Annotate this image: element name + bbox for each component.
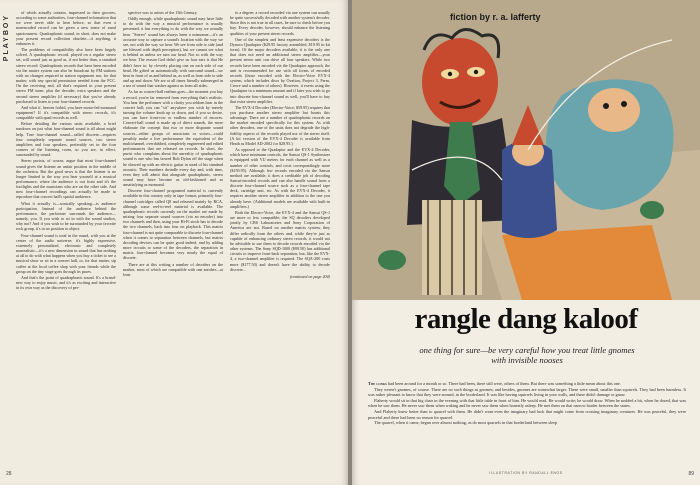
paragraph-text: had been around for a month or so. There had been, there still were, others of them. But there was something a little mean about this one.: [387, 381, 621, 386]
paragraph: spective was to artists of the 15th Century.: [128, 10, 198, 15]
paragraph: Before detailing the various units available, a brief rundown on just what four-channel sound is all about might help. True four-channel sound—called discrete—requires four completely separate sound sources, two stereo amplifiers and four speakers, preferably set in the four corners of the listening room, so you are, in effect, surrounded by sound.: [16, 121, 116, 158]
paragraph: Stereo purists, of course, argue that most four-channel sound gives the listener an unfair position in the middle of the orchestra. But the good news is that the listener is no longer limited to the way you hear yourself at a musical performance, where the audience is out front and it's the footlights and the musicians who are on the other side. And now four-channel recordings can actually be made to reproduce that concert hall's spatial ambience.: [16, 158, 116, 200]
paragraph: The problems of compatibility also have been largely solved. A quadraphonic record, played on a regular stereo set, will sound just as good as, if not better than, a standard stereo record. Quadraphonic records that have been encoded via the matrix system can also be broadcast by FM stations with no changes required in station equipment nor, for that matter, with any special permission needed from the FCC. On the receiving end, all that's required in your present stereo FM tuner, plus the decoder, extra speakers and the second stereo amplifier (if necessary) that you've already purchased to listen to your four-channel records.: [16, 47, 116, 104]
paragraph: As far as concert-hall realism goes—the moment you buy a record, you're far removed from everything that's realistic. You hear the performer with a clarity you seldom hear in the concert hall; you can "sit" anywhere you wish by merely turning the volume knob up or down, and if you so desire, you can have front-row or endless number of encores. Concert-hall sound is made up of direct sounds, the more elaborate the concept that two or more disparate sound sources—either groups of musicians or voices—could possibly make a live performance the equivalent of the multichannel, overdubbed, completely engineered and edited performances that are released on records. In short, the purist who complains about the unreality of quadraphonic sound is one who has bowed Bob Dylan off the stage when he showed up with an electric guitar in stead of his standard acoustic. Their numbers dwindle every day and, with time, even they will admit that alongside quadraphonic, stereo sound may have become as old-fashioned and as unsatisfying as monaural.: [123, 89, 223, 188]
paragraph: And that's the point of quadraphonic sound. It's a brand-new way to enjoy music, and it's as exciting and interactive in its own way as the discovery of per-: [16, 274, 116, 291]
text-column-3: [230, 10, 330, 450]
paragraph: And Flaherty knew better than to quarrel with them. He didn't want even the imaginary bad luck that might come from crossing imaginary creatures. He was peaceful, they were peaceful and there had been no reason for quarrel.: [368, 408, 686, 420]
illustration-credit: ILLUSTRATION BY RANDALL ENOS: [489, 471, 563, 475]
running-head: PLAYBOY: [3, 14, 10, 62]
paragraph: Both the Electro-Voice, the EVX-4 and the Sansui QS-1 are more or less compatible; the SQ decoders developed jointly by CBS Laboratories and Sony Corporation of America are not. Based on another matrix system, they differ radically from the others and, while they're just as capable of enhancing ordinary stereo records, it would not be advisable to use them to decode records encoded via the other systems. The Sony SQD-1000 ($99.50) has additional circuits to improve front-back separation, but, like the EVX-4, a two-channel amplifier is required. The SQA-200 costs more ($177.50) and doesn't have the ability to decode discrete...: [230, 209, 330, 272]
continued-note: (continued on page 204): [289, 273, 330, 279]
text-column-2: [123, 10, 223, 450]
text-column-1: [16, 10, 116, 450]
byline: fiction by r. a. lafferty: [450, 12, 541, 22]
paragraph: Four-channel sound is total in the round, with you at the center of the audio universe; it's highly expressive, extremely personalized, electronic and completely nonrealistic—it's a new dimension in sound that has nothing at all to do with what happens when you buy a ticket to see a musical show or sit in a concert hall, or, for that matter, sip coffee at the local coffee shop with your friends while the group on the tiny stage goes through its paces.: [16, 232, 116, 274]
story-body: [368, 381, 686, 426]
paragraph: to a degree; a record recorded via one system can usually be quite successfully decoded with another system's decoder. Since this is not true in all cases, be sure to check before you buy. Every decoder, however, should enhance the listening qualities of your present stereo records.: [230, 10, 330, 36]
paragraph: There are at this writing a number of decoders on the market, most of which are compatible with one another—at least: [123, 261, 223, 277]
paragraph: They weren't gnomes, of course. There are no such things as gnomes; and besides, gnomes are somewhat larger. These were small, smaller than squirrels. They had been harmless. It was rather pleasant to know that they were around, in the borderland. It was like having squirrels living in your walls, and these didn't damage or gnaw.: [368, 386, 686, 398]
pupil-right: [474, 70, 478, 74]
paragraph: Discrete four-channel programed material is currently available in this country only in tape format, primarily four-channel cartridges called Q8 and released mainly by RCA, although some reel-to-reel material is available. The quadraphonic records currently on the market are made by mixing four separate sound sources (via an encoder) into two channels and then, using your Hi-Fi stock has to decode the two channels, back into four on playback. This matrix four-channel is not quite comparable to discrete four-channel when it comes to separation between channels, but matrix decoding devices can be quite good indeed, and by adding more circuits to some of the decoders, the separation in matrix four-channel becomes very nearly the equal of discrete.: [123, 188, 223, 261]
paragraph: What it actually is—sonically speaking—is audience participation. Instead of the audience behind the performance, the performer surrounds the audience—namely, you. If you wish to sit in with the sound studios, why not? And if you wish to be surrounded by your favorite rock group, it's in no position to object.: [16, 200, 116, 232]
pupil-left: [448, 72, 452, 76]
story-deck: one thing for sure—be very careful how you treat little gnomes with invisible nooses: [419, 345, 635, 365]
paragraph: And what if, heaven forbid, you have mono-fed monaural equipment? If it's compatible with stereo records, it's compatible with quad records as well.: [16, 104, 116, 121]
green-accent: [640, 201, 664, 219]
paragraph: The EVX-4 Decoder (Electro-Voice, $59.95) requires that you purchase another stereo amplifier but boasts this advantage. There are a number of quadraphonic records on the market encoded specifically for this system. As with other decoders, one of the units does not degrade the high-fidelity aspects of the records played nor of the stereo itself. (A kit version of the EVX-4 Decoder is available from Heath as Model AD-2002 for $28.95.): [230, 104, 330, 146]
story-title: rangle dang kaloof: [414, 303, 638, 335]
green-accent: [378, 250, 406, 270]
paragraph: of which actually contain, impressed in their grooves, according to some authorities, four-channel information that we were never able to hear before, so that even a nonencoded record can be given a new sense of aural spaciousness. Quadraphonic sound, in short, does not make your present record collection obsolete—if anything, it enhances it.: [16, 10, 116, 46]
paragraph: One of the simplest and least expensive decoders is the Dynaco Quadaptor ($29.95 factory assembled, $19.95 in kit form). Of the major decoders available, it is the only one that does not need an additional stereo amplifier—your present stereo unit can drive all four speakers. While two records have been encoded via the Quadaptor approach, the unit is recommended for use with all forms of encoded records (those encoded with the Electro-Voice EVX-4 system, which includes discs by Ovation, Project 3, Ferm, Crewe and a number of others). However, it exerts using the Quadaptor in a minimum amount and if later you wish to go into discrete four-channel sound as well, you'll have to buy that extra stereo amplifier.: [230, 36, 330, 104]
creature-eye: [603, 103, 609, 109]
red-face: [422, 38, 498, 126]
paragraph: Flaherty would sit in that big chair in the evening with that little table in front of him. He would read. He would write; he would draw. When he nodded a bit, when he dozed, that was when he saw them. He never saw them when waking and he never saw them when honestly asleep. He met them on that narrow border between the states.: [368, 397, 686, 409]
creature-face: [588, 88, 640, 132]
left-page: [0, 0, 348, 485]
creature-eye: [621, 101, 627, 107]
page-number-right: 89: [688, 471, 694, 477]
lead-in: The conks: [368, 381, 387, 386]
story-illustration: [352, 0, 700, 300]
page-number-left: 28: [6, 471, 12, 477]
right-page: [352, 0, 700, 485]
paragraph: As opposed to the Quadaptor and the EVX-4 Decoder, which have minimum controls, the Sansui QS-1 Synthesizer is equipped with VU meters for each channel as well as a number of other controls, and costs correspondingly more ($159.95). Although few records encoded via the Sansui method are available, it does a creditable job of decoding Sansui-encoded records and can also handle sound from a discrete four-channel source such as a four-channel tape deck, cartridge unit, etc. As with the EVX-4 Decoder, it requires another stereo amplifier in addition to the one you already have. (Additional models are available with built-in amplifiers.): [230, 147, 330, 209]
paragraph: Oddly enough, while quadraphonic sound may have little to do with the way a musical performance is usually presented, it has everything to do with the way we actually hear. "Stereo" sound has always been a misnomer—it's an accurate way to capture a sound's location with the way we see, not with the way we hear. We see from side to side (and are blessed with depth perception), but we cannot see what is behind us unless we turn our head. Not so with the way we hear. The reason God didn't give us four ears is that He didn't have to; by cleverly placing one on each side of our head, He gifted us automatically with surround sound—we hear in front of us and behind us, as well as from side to side and up and down. We are at all times literally submerged in a sea of sound that washes against us from all sides.: [123, 16, 223, 89]
paragraph: The quarrel, when it came, began over almost nothing, as do most quarrels in that borderland between sleep: [374, 420, 558, 426]
